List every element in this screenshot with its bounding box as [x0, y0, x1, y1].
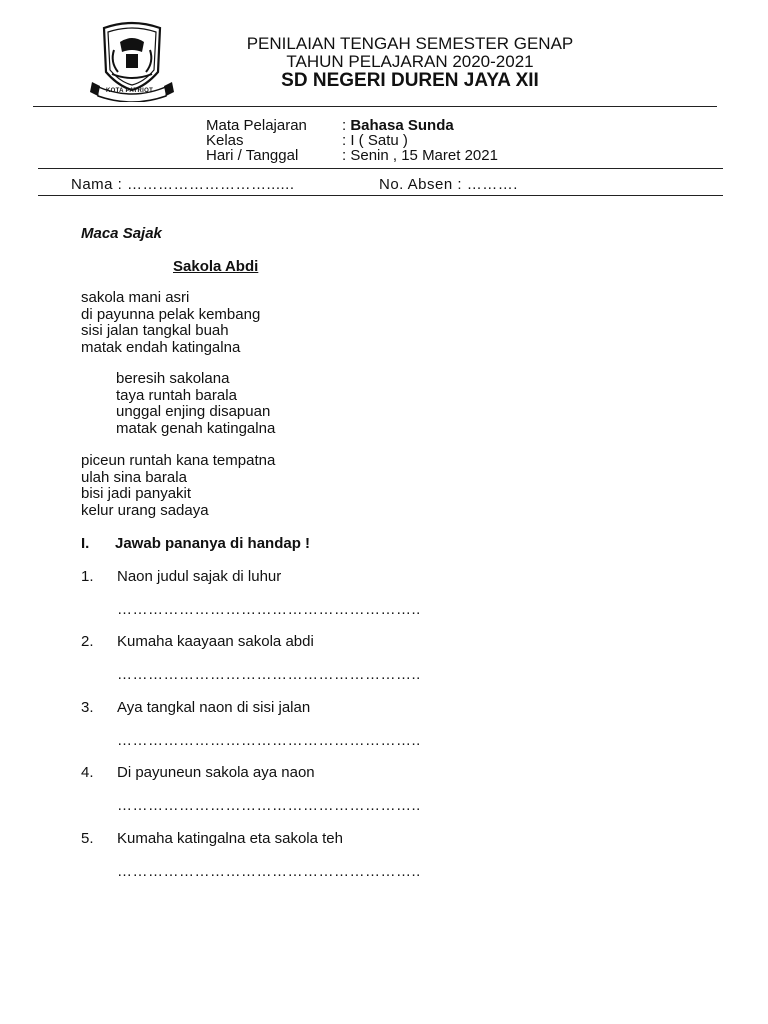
poem-line: kelur urang sadaya — [81, 501, 209, 519]
poem-line: beresih sakolana — [116, 370, 230, 387]
logo-ribbon-text: KOTA PATRIOT — [106, 88, 154, 94]
question-text: Aya tangkal naon di sisi jalan — [117, 699, 311, 716]
question-text: Di payuneun sakola aya naon — [117, 764, 315, 781]
info-sep: : — [342, 117, 351, 134]
info-label-subject: Mata Pelajaran — [206, 117, 307, 134]
info-label-class: Kelas — [206, 132, 244, 149]
info-label-date: Hari / Tanggal — [206, 147, 299, 164]
identity-top-divider — [38, 168, 723, 169]
exam-title: PENILAIAN TENGAH SEMESTER GENAP — [246, 34, 574, 53]
poem-line: matak endah katingalna — [81, 338, 241, 356]
question-number: 4. — [81, 764, 94, 781]
poem-stanza-3 — [81, 453, 275, 519]
info-sep: : — [342, 147, 351, 164]
answer-line[interactable]: ………………………………………………….. — [117, 601, 421, 618]
poem-stanza-2 — [116, 371, 275, 437]
class-value: I ( Satu ) — [350, 132, 408, 149]
section-title: Jawab pananya di handap ! — [115, 535, 311, 552]
question-text: Kumaha kaayaan sakola abdi — [117, 633, 314, 650]
poem-line: sisi jalan tangkal buah — [81, 322, 229, 339]
answer-line[interactable]: ………………………………………………….. — [117, 863, 421, 880]
poem-line: sakola mani asri — [81, 289, 190, 306]
question-text: Naon judul sajak di luhur — [117, 568, 282, 585]
identity-bottom-divider — [38, 195, 723, 196]
header-divider — [33, 106, 717, 107]
poem-line: unggal enjing disapuan — [116, 403, 271, 420]
question-text: Kumaha katingalna eta sakola teh — [117, 830, 343, 847]
info-sep: : — [342, 132, 351, 149]
subject-value: Bahasa Sunda — [350, 117, 454, 134]
poem-line: bisi jadi panyakit — [81, 485, 192, 502]
date-value: Senin , 15 Maret 2021 — [350, 147, 498, 164]
answer-line[interactable]: ………………………………………………….. — [117, 732, 421, 749]
question-number: 2. — [81, 633, 94, 650]
question-number: 5. — [81, 830, 94, 847]
reading-instruction: Maca Sajak — [81, 225, 162, 242]
name-field[interactable]: Nama : ………………………...... — [71, 176, 295, 193]
question-number: 1. — [81, 568, 94, 585]
poem-line: di payunna pelak kembang — [81, 305, 261, 323]
poem-line: piceun runtah kana tempatna — [81, 452, 276, 469]
attendance-number-field[interactable]: No. Absen : ………. — [379, 176, 518, 193]
poem-title: Sakola Abdi — [173, 258, 259, 275]
answer-line[interactable]: ………………………………………………….. — [117, 666, 421, 683]
poem-line: matak genah katingalna — [116, 419, 276, 437]
info-value-date — [342, 147, 498, 164]
answer-line[interactable]: ………………………………………………….. — [117, 797, 421, 814]
school-name: SD NEGERI DUREN JAYA XII — [281, 70, 539, 91]
poem-line: taya runtah barala — [116, 386, 237, 404]
question-number: 3. — [81, 699, 94, 716]
poem-stanza-1 — [81, 290, 260, 356]
poem-line: ulah sina barala — [81, 468, 187, 486]
section-number: I. — [81, 535, 90, 552]
academic-year: TAHUN PELAJARAN 2020-2021 — [286, 52, 534, 71]
